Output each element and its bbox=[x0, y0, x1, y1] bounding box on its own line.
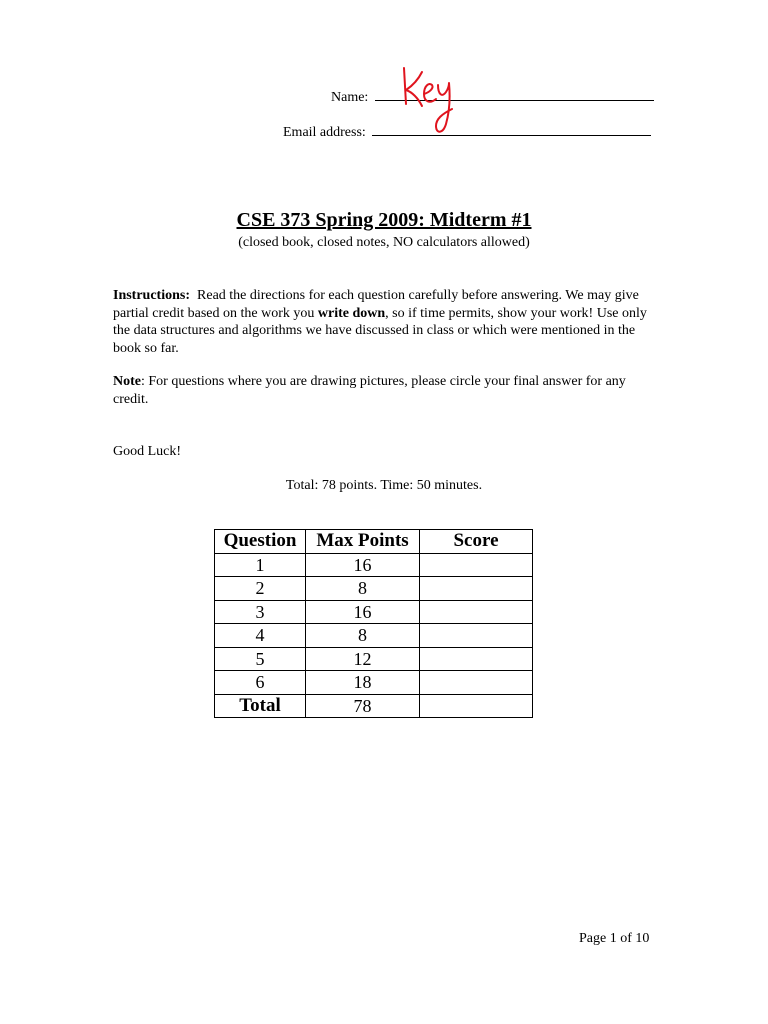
email-field-row bbox=[283, 125, 651, 141]
name-field-row bbox=[331, 90, 654, 106]
score-cell[interactable] bbox=[420, 553, 533, 577]
total-score-cell[interactable] bbox=[420, 694, 533, 718]
max-points: 12 bbox=[306, 647, 420, 671]
total-label: Total bbox=[215, 694, 306, 718]
question-number: 1 bbox=[215, 553, 306, 577]
note-text: : For questions where you are drawing pictures, please circle your final answer for any credit. bbox=[113, 374, 626, 407]
name-label: Name: bbox=[331, 90, 369, 105]
header-score: Score bbox=[420, 530, 533, 554]
max-points: 16 bbox=[306, 553, 420, 577]
table-row bbox=[215, 600, 533, 624]
score-cell[interactable] bbox=[420, 624, 533, 648]
question-number: 2 bbox=[215, 577, 306, 601]
header-max-points: Max Points bbox=[306, 530, 420, 554]
exam-subtitle: (closed book, closed notes, NO calculators allowed) bbox=[238, 235, 530, 250]
table-row bbox=[215, 553, 533, 577]
note-paragraph bbox=[113, 373, 653, 408]
total-row bbox=[215, 694, 533, 718]
max-points: 16 bbox=[306, 600, 420, 624]
score-cell[interactable] bbox=[420, 600, 533, 624]
page-number: Page 1 of 10 bbox=[579, 931, 650, 946]
email-label: Email address: bbox=[283, 125, 366, 140]
header-question: Question bbox=[215, 530, 306, 554]
exam-title: CSE 373 Spring 2009: Midterm #1 bbox=[236, 209, 532, 231]
max-points: 8 bbox=[306, 624, 420, 648]
instructions-bold: write down bbox=[317, 305, 386, 321]
total-max-points: 78 bbox=[306, 694, 420, 718]
instructions-text-1: Read the directions for each question carefully before answering. We may give partial credit based on the work you bbox=[113, 288, 639, 321]
note-label: Note bbox=[113, 374, 141, 389]
total-points-time: Total: 78 points. Time: 50 minutes. bbox=[285, 478, 483, 493]
table-row bbox=[215, 624, 533, 648]
question-number: 4 bbox=[215, 624, 306, 648]
max-points: 18 bbox=[306, 671, 420, 695]
max-points: 8 bbox=[306, 577, 420, 601]
instructions-text-2: , so if time permits, show your work! Use only the data structures and algorithms we have discussed in class or which were mentioned in the book so far. bbox=[113, 305, 647, 356]
instructions-label: Instructions: bbox=[113, 288, 191, 303]
table-row bbox=[215, 577, 533, 601]
question-number: 5 bbox=[215, 647, 306, 671]
score-table-header bbox=[215, 530, 533, 554]
good-luck-text: Good Luck! bbox=[113, 444, 182, 459]
score-cell[interactable] bbox=[420, 647, 533, 671]
question-number: 3 bbox=[215, 600, 306, 624]
table-row bbox=[215, 671, 533, 695]
email-field-line[interactable] bbox=[372, 135, 651, 136]
score-cell[interactable] bbox=[420, 577, 533, 601]
question-number: 6 bbox=[215, 671, 306, 695]
instructions-paragraph bbox=[113, 287, 653, 357]
score-cell[interactable] bbox=[420, 671, 533, 695]
table-row bbox=[215, 647, 533, 671]
score-table bbox=[214, 529, 533, 718]
